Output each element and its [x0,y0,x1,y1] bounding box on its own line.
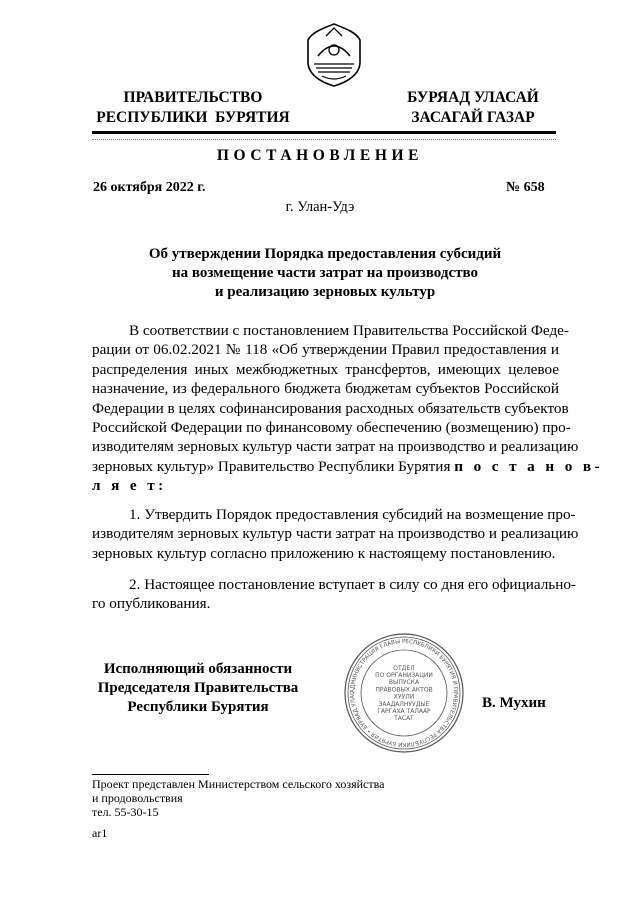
paragraph-line: В соответствии с постановлением Правительства Российской Феде- [129,322,569,339]
paragraph-line: го опубликования. [92,595,211,613]
stamp-ring-text: АДМИНИСТРАЦИЯ ГЛАВЫ РЕСПУБЛИКИ БУРЯТИЯ И ПРАВИТЕЛЬСТВА РЕСПУБЛИКИ БУРЯТИЯ • БУРЯАД УЛАС [349,638,459,748]
resolves-word-part1: п о с т а н о в- [454,457,603,475]
signatory-title [92,660,304,717]
government-name-buryat [393,88,553,128]
signatory-title-line: Председателя Правительства [97,680,299,696]
paragraph-item-2 [92,575,576,614]
footnote-rule [92,774,209,775]
document-number: № 658 [506,180,545,195]
stamp-center-line: ТАСАГ [394,715,414,723]
footnote-line: тел. 55-30-15 [92,805,159,819]
stamp-center-line: ВЫПУСКА [388,679,420,687]
paragraph-line: рации от 06.02.2021 № 118 «Об утверждении Правил предоставления и [92,341,559,359]
paragraph-line: 1. Утвердить Порядок предоставления субсидий на возмещение про- [129,506,576,523]
document-type-title: ПОСТАНОВЛЕНИЕ [216,147,424,164]
header-right-line1: БУРЯАД УЛАСАЙ [407,89,539,106]
document-code: ar1 [92,826,108,840]
document-subject [100,245,550,302]
subject-line: на возмещение части затрат на производство [172,265,478,281]
official-stamp-icon [343,632,465,754]
paragraph-line: изводителям зерновых культур части затрат на производство и реализацию [92,525,579,543]
header-rule [92,131,556,134]
stamp-center-line: ПО ОРГАНИЗАЦИИ [375,672,433,679]
paragraph-line: назначение, из федерального бюджета бюджетам субъектов Российской [92,380,559,398]
paragraph-line: распределения иных межбюджетных трансфертов, имеющих целевое [92,360,559,378]
stamp-center-line: ГАРГАХА ТАЛААР [377,708,431,715]
document-date: 26 октября 2022 г. [93,180,206,195]
footnote-line: и продовольствия [92,791,183,805]
stamp-center-line: ОТДЕЛ [393,664,415,672]
stamp-center-line: ПРАВОВЫХ АКТОВ [375,686,433,694]
paragraph-line [92,476,559,495]
subject-line: и реализацию зерновых культур [214,284,436,300]
coat-of-arms-icon [304,22,364,88]
stamp-center-line: ХУУЛИ [393,693,415,701]
signatory-name: В. Мухин [482,695,546,711]
footnote [92,777,384,819]
paragraph-line [92,457,603,476]
stamp-center-line: ЗААДАЛНУУДЫЕ [378,700,430,708]
paragraph-preamble [92,321,603,496]
paragraph-text: зерновых культур» Правительство Республики Бурятия [92,457,451,475]
paragraph-line: Российской Федерации по финансовому обеспечению (возмещению) про- [92,419,571,437]
document-city: г. Улан-Удэ [285,199,355,215]
header-right-line2: ЗАСАГАЙ ГАЗАР [411,109,535,126]
header-dotted-rule [92,139,556,140]
signatory-title-line: Республики Бурятия [127,699,269,715]
paragraph-line: Федерации в целях софинансирования расходных обязательств субъектов [92,399,569,417]
header-left-line2: РЕСПУБЛИКИ БУРЯТИЯ [96,109,290,126]
resolves-word-part2: л я е т: [92,477,167,495]
footnote-line: Проект представлен Министерством сельского хозяйства [92,777,385,791]
paragraph-line: 2. Настоящее постановление вступает в силу со дня его официально- [129,576,576,593]
header-left-line1: ПРАВИТЕЛЬСТВО [123,89,263,106]
paragraph-line: изводителям зерновых культур части затрат на производство и реализацию [92,438,579,456]
paragraph-line: зерновых культур согласно приложению к настоящему постановлению. [92,544,556,562]
government-name-russian [93,88,293,128]
subject-line: Об утверждении Порядка предоставления субсидий [148,246,502,262]
paragraph-item-1 [92,505,579,563]
signatory-title-line: Исполняющий обязанности [103,661,293,677]
